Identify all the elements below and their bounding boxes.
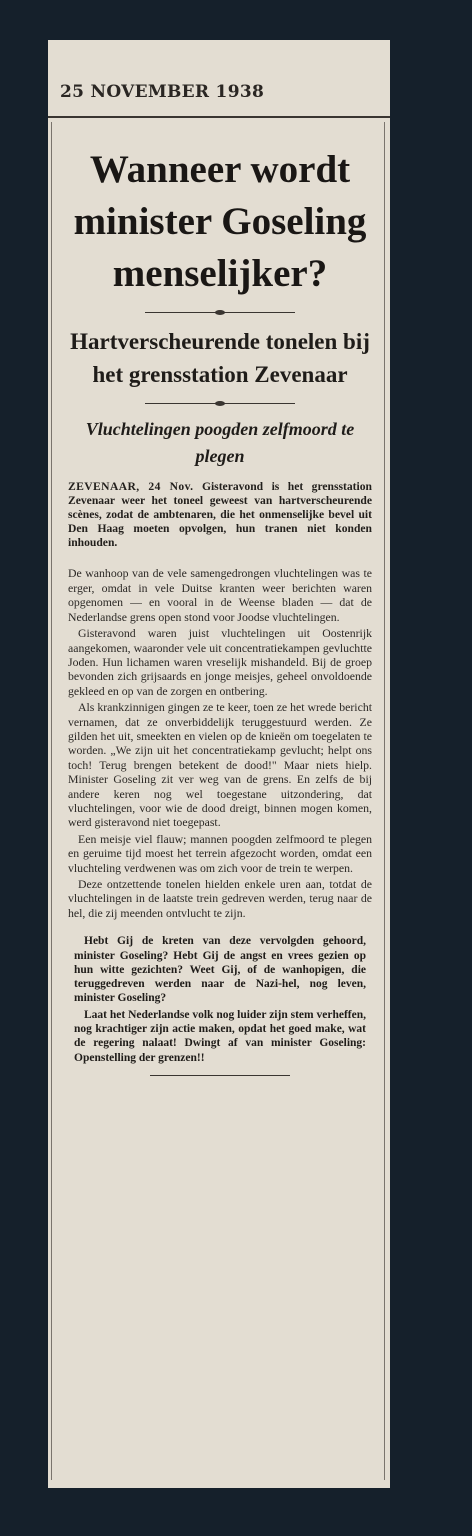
closing-paragraph: Hebt Gij de kreten van deze vervolgden gehoord, minister Goseling? Hebt Gij de angst en vrees gezien op hun witte gezichten? Weet Gij, of de wanhopigen, die teruggedreven werden naar de Nazi-hel, nog leven, minister Goseling?: [74, 935, 366, 1005]
article-italic-head: Vluchtelingen poogden zelfmoord te plegen: [85, 419, 355, 466]
article-paragraph: De wanhoop van de vele samengedrongen vluchtelingen was te erger, omdat in vele Duitse kranten weer berichten waren opgenomen — en vooral in de Weense bladen — dat de Nederlandse grens open stond voor Joodse vluchtelingen.: [68, 566, 372, 624]
clipping-date: 25 NOVEMBER 1938: [48, 40, 390, 118]
end-rule: [150, 1075, 290, 1076]
newspaper-clipping: [48, 40, 390, 1488]
ornament-rule: [145, 312, 295, 313]
article-lead: [68, 480, 372, 550]
lead-place: ZEVENAAR, 24 Nov.: [68, 480, 194, 493]
closing-paragraph: Laat het Nederlandse volk nog luider zijn stem verheffen, nog krachtiger zijn actie maken, opdat het goed make, wat de regering nalaat! Dwingt af van minister Goseling: Openstelling der grenzen!!: [74, 1008, 366, 1064]
ornament-rule: [145, 403, 295, 404]
article-headline: Wanneer wordt minister Goseling menselijker?: [73, 148, 367, 295]
article-paragraph: Een meisje viel flauw; mannen poogden zelfmoord te plegen en geruime tijd moest het terrein afgezocht worden, omdat een vluchteling verdwenen was om zich voor de trein te werpen.: [68, 831, 372, 875]
article-subheadline: Hartverscheurende tonelen bij het grensstation Zevenaar: [70, 329, 370, 387]
article-paragraph: Gisteravond waren juist vluchtelingen uit Oostenrijk aangekomen, waaronder vele uit concentratiekampen gevluchtte Joden. Hun lichamen waren vreselijk mishandeld. Bij de groep bevonden zich grijsaards en jonge meisjes, geheel onvoldoende gekleed en op van de zorgen en ontbering.: [68, 626, 372, 698]
article-body: [51, 122, 385, 1480]
article-paragraph: Als krankzinnigen gingen ze te keer, toen ze het wrede bericht vernamen, dat ze onverbiddelijk teruggestuurd werden. Ze gilden het uit, smeekten en vielen op de knieën om toegelaten te worden. „We zijn uit het concentratiekamp gevlucht; helpt ons toch! Terug brengen betekent de dood!" Maar niets hielp. Minister Goseling zit ver weg van de grens. En zelfs de bij andere keren nog wel toegestane uitzondering, dat vluchtelingen, voor wie de dood dreigt, binnen mogen komen, werd gisteravond niet toegepast.: [68, 700, 372, 830]
lead-text: Gisteravond is het grensstation Zevenaar weer het toneel geweest van hartverscheurende scènes, zodat de ambtenaren, die het onmenselijke bevel uit Den Haag moeten opvolgen, hun tranen niet konden inhouden.: [68, 480, 372, 550]
article-paragraph: Deze ontzettende tonelen hielden enkele uren aan, totdat de vluchtelingen in de laatste trein gedreven werden, terug naar de hel, die zij meenden ontvlucht te zijn.: [68, 877, 372, 920]
